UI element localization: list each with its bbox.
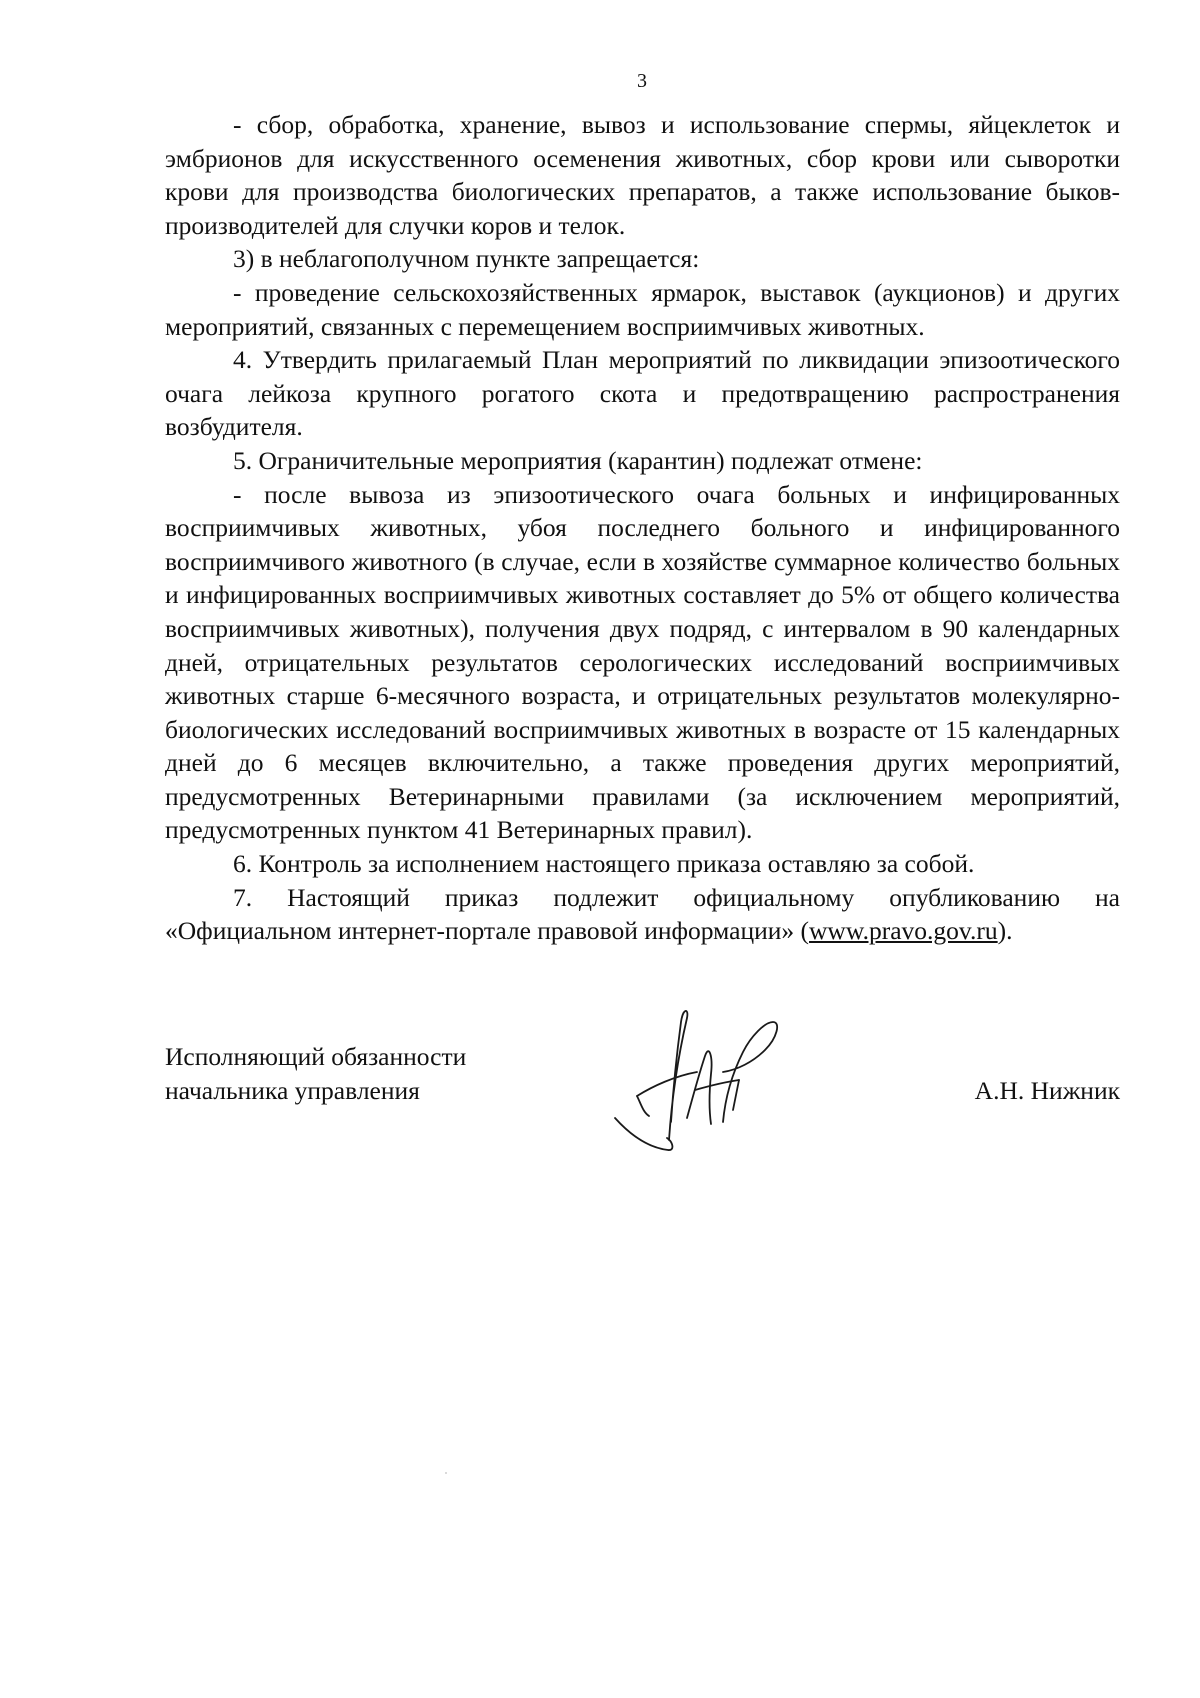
paragraph-quarantine-lifting-heading: 5. Ограничительные мероприятия (карантин) подлежат отмене:	[233, 445, 923, 475]
publication-suffix: ).	[997, 916, 1013, 946]
paragraph-control: 6. Контроль за исполнением настоящего приказа оставляю за собой.	[233, 849, 975, 879]
publication-text: 7. Настоящий приказ подлежит официальному опубликованию на «Официальном интернет-портале правовой информации» (	[165, 882, 1120, 946]
paragraph-collection-restrictions: - сбор, обработка, хранение, вывоз и использование спермы, яйцеклеток и эмбрионов для искусственного осеменения животных, сбор крови или сыворотки крови для производства биологических препаратов, а также использование быков-производителей для случки коров и телок.	[165, 110, 1120, 240]
paragraph-approve-plan: 4. Утвердить прилагаемый План мероприятий по ликвидации эпизоотического очага лейкоза крупного рогатого скота и предотвращению распространения возбудителя.	[165, 345, 1120, 442]
paragraph-fairs-prohibition: - проведение сельскохозяйственных ярмарок, выставок (аукционов) и других мероприятий, связанных с перемещением восприимчивых животных.	[165, 277, 1120, 341]
document-body	[165, 108, 1120, 948]
signatory-name: А.Н. Нижник	[974, 1076, 1120, 1105]
signatory-title	[165, 1040, 466, 1107]
signatory-title-line-1: Исполняющий обязанности	[165, 1042, 467, 1071]
paragraph-publication	[165, 881, 1120, 948]
publication-link[interactable]: www.pravo.gov.ru	[809, 916, 998, 946]
paragraph-prohibitions-heading: 3) в неблагополучном пункте запрещается:	[233, 244, 700, 274]
scan-speck	[445, 1472, 447, 1474]
paragraph-quarantine-lifting-conditions: - после вывоза из эпизоотического очага больных и инфицированных восприимчивых животных, убоя последнего больного и инфицированного восприимчивого животного (в случае, если в хозяйстве суммарное количество больных и инфицированных восприимчивых животных составляет до 5% от общего количества восприимчивых животных), получения двух подряд, с интервалом в 90 календарных дней, отрицательных результатов серологических исследований восприимчивых животных старше 6-месячного возраста, и отрицательных результатов молекулярно-биологических исследований восприимчивых животных в возрасте от 15 календарных дней до 6 месяцев включительно, а также проведения других мероприятий, предусмотренных Ветеринарными правилами (за исключением мероприятий, предусмотренных пунктом 41 Ветеринарных правил).	[165, 479, 1120, 845]
page-number: 3	[637, 70, 647, 92]
signature-block	[165, 1040, 1120, 1180]
signatory-title-line-2: начальника управления	[165, 1075, 420, 1105]
handwritten-signature-icon	[613, 1000, 803, 1170]
